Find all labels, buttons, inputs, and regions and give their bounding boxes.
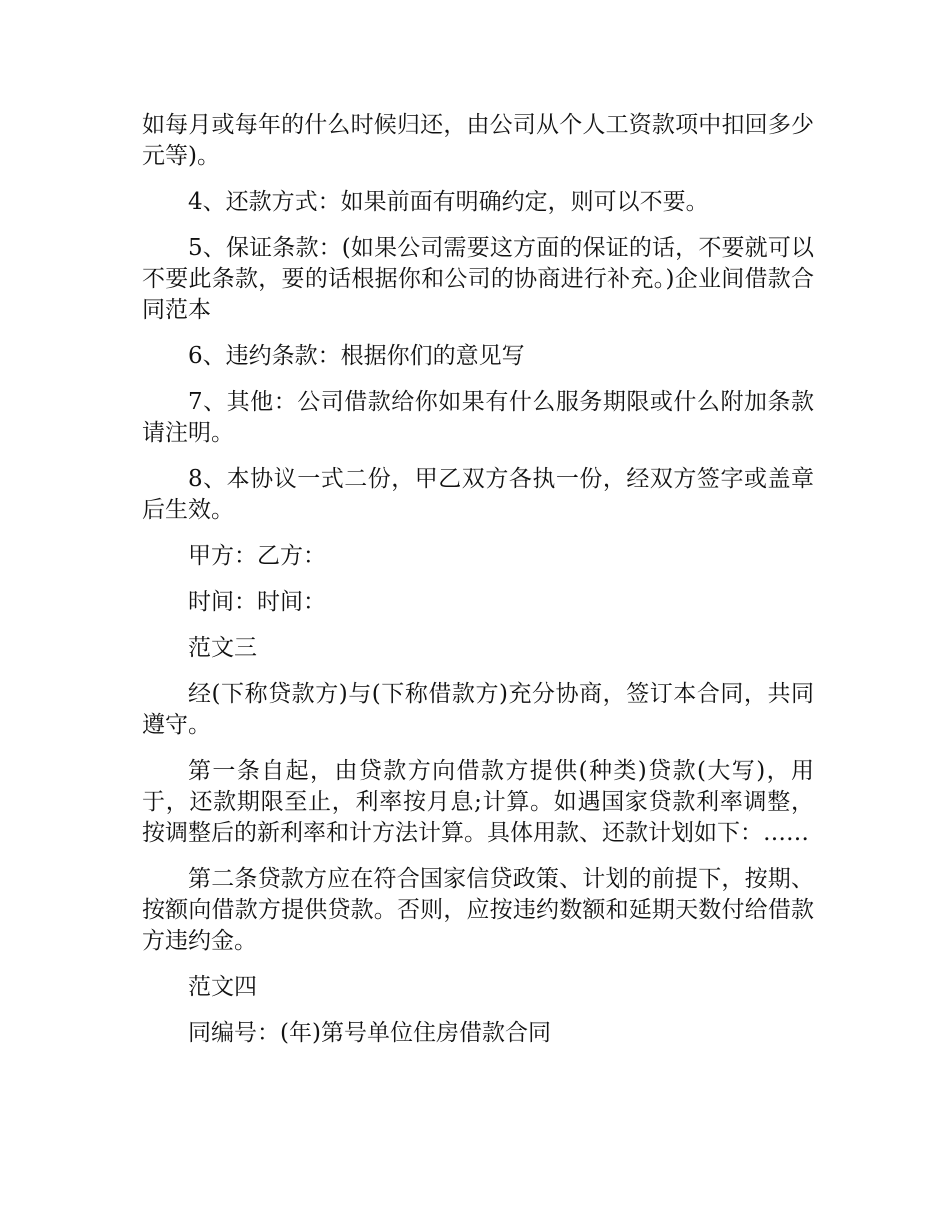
- clause-copies: 8、本协议一式二份，甲乙双方各执一份，经双方签字或盖章后生效。: [142, 466, 814, 523]
- contract-number-title: 同编号：(年)第号单位住房借款合同: [188, 1020, 551, 1046]
- clause-other: 7、其他：公司借款给你如果有什么服务期限或什么附加条款请注明。: [142, 389, 814, 446]
- article-one: 第一条自起，由贷款方向借款方提供(种类)贷款(大写)，用于，还款期限至止，利率按月息;计算。如遇国家贷款利率调整，按调整后的新利率和计方法计算。具体用款、还款计划如下：……: [142, 758, 814, 846]
- paragraph-continuation: 如每月或每年的什么时候归还，由公司从个人工资款项中扣回多少元等)。: [142, 112, 814, 169]
- article-two: 第二条贷款方应在符合国家信贷政策、计划的前提下，按期、按额向借款方提供贷款。否则，应按违约数额和延期天数付给借款方违约金。: [142, 866, 814, 954]
- document-page: [142, 110, 814, 1064]
- section-heading-sample-four: 范文四: [188, 974, 257, 1000]
- clause-repayment-method: 4、还款方式：如果前面有明确约定，则可以不要。: [188, 189, 709, 215]
- clause-breach: 6、违约条款：根据你们的意见写: [188, 343, 525, 369]
- signature-parties: 甲方：乙方：: [188, 543, 326, 569]
- section-heading-sample-three: 范文三: [188, 635, 257, 661]
- clause-guarantee: 5、保证条款：(如果公司需要这方面的保证的话，不要就可以不要此条款，要的话根据你和公司的协商进行补充。)企业间借款合同范本: [142, 235, 814, 323]
- signature-dates: 时间：时间：: [188, 589, 326, 615]
- contract-intro: 经(下称贷款方)与(下称借款方)充分协商，签订本合同，共同遵守。: [142, 681, 814, 738]
